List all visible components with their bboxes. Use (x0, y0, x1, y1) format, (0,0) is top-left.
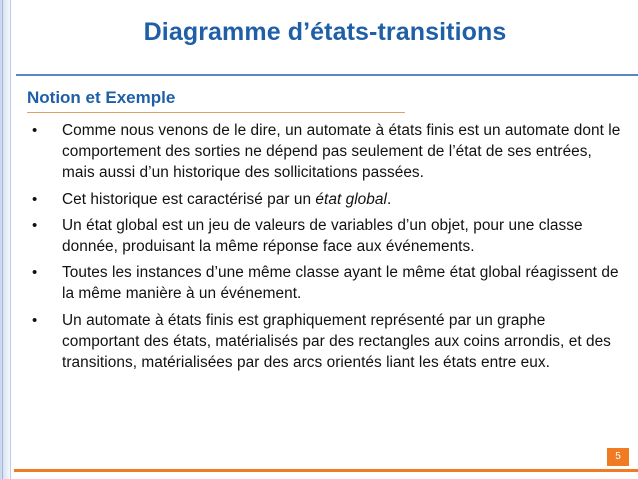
footer-divider (14, 469, 638, 472)
section-underline (27, 112, 405, 113)
bullet-text-end: . (386, 190, 392, 208)
bullet-text: Un état global est un jeu de valeurs de variables d’un objet, pour une classe donnée, produisant la même réponse face aux événements. (62, 216, 583, 256)
bullet-icon: • (32, 216, 38, 234)
slide-left-border (0, 0, 11, 479)
bullet-icon: • (32, 190, 38, 208)
bullet-text: Cet historique est caractérisé par un (62, 190, 316, 208)
bullet-icon: • (32, 264, 38, 282)
bullet-text: Toutes les instances d’une même classe ayant le même état global réagissent de la même manière à un événement. (62, 264, 619, 303)
bullet-list (28, 120, 624, 378)
slide-title: Diagramme d’états-transitions (143, 18, 507, 46)
page-number-badge: 5 (607, 448, 629, 466)
bullet-text: Comme nous venons de le dire, un automate à états finis est un automate dont le comportement des sorties ne dépend pas seulement de l’état de ses entrées, mais aussi d’un historique des sollicitations passées. (62, 122, 621, 182)
bullet-item (28, 310, 624, 374)
bullet-item (28, 262, 624, 304)
bullet-text: Un automate à états finis est graphiquement représenté par un graphe comportant des états, matérialisés par des rectangles aux coins arrondis, et des transitions, matérialisées par des arcs orientés liant les états entre eux. (62, 311, 611, 372)
bullet-item (28, 215, 624, 257)
bullet-item (28, 189, 624, 210)
bullet-emphasis: état global (315, 190, 387, 208)
bullet-icon: • (32, 311, 38, 329)
bullet-item (28, 120, 624, 184)
section-heading: Notion et Exemple (27, 88, 176, 107)
bullet-icon: • (32, 122, 38, 139)
title-divider (16, 74, 638, 76)
